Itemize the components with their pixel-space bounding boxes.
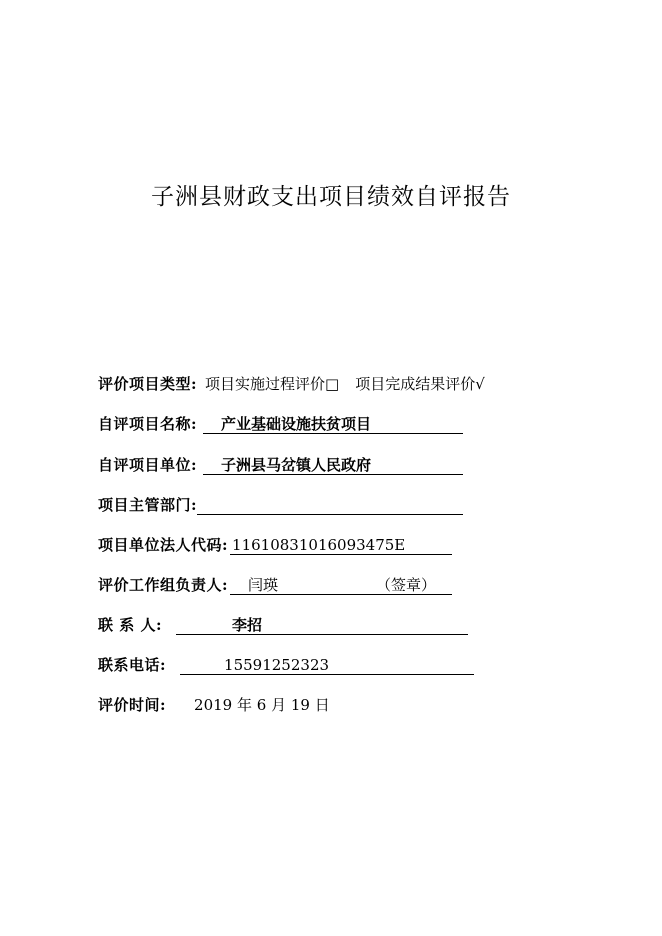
eval-time-row bbox=[98, 691, 330, 715]
eval-type-label: 评价项目类型: bbox=[98, 375, 198, 393]
project-name-value: 产业基础设施扶贫项目 bbox=[203, 414, 463, 434]
contact-label: 联 系 人: bbox=[98, 616, 162, 634]
eval-time-label: 评价时间: bbox=[98, 696, 167, 714]
supervisor-value bbox=[197, 495, 463, 515]
eval-type-row bbox=[98, 370, 485, 394]
team-leader-label: 评价工作组负责人: bbox=[98, 576, 229, 594]
project-unit-label: 自评项目单位: bbox=[98, 456, 198, 474]
supervisor-row bbox=[98, 491, 463, 515]
legal-code-label: 项目单位法人代码: bbox=[98, 536, 229, 554]
project-name-label: 自评项目名称: bbox=[98, 415, 198, 433]
contact-row bbox=[98, 611, 468, 635]
project-unit-value: 子洲县马岔镇人民政府 bbox=[203, 455, 463, 475]
project-name-row bbox=[98, 410, 463, 434]
eval-type-option-process: 项目实施过程评价□ bbox=[205, 375, 340, 393]
phone-row bbox=[98, 651, 474, 675]
team-leader-field bbox=[230, 575, 452, 595]
eval-time-value: 2019 年 6 月 19 日 bbox=[194, 696, 330, 714]
eval-type-option-result: 项目完成结果评价√ bbox=[355, 375, 485, 393]
team-leader-value: 闫瑛 bbox=[248, 576, 279, 594]
team-leader-row bbox=[98, 571, 452, 595]
report-title: 子洲县财政支出项目绩效自评报告 bbox=[151, 184, 511, 210]
phone-label: 联系电话: bbox=[98, 656, 167, 674]
project-unit-row bbox=[98, 451, 463, 475]
signature-note: （签章） bbox=[376, 576, 437, 594]
contact-value: 李招 bbox=[176, 615, 468, 635]
legal-code-value: 11610831016093475E bbox=[230, 535, 452, 555]
phone-value: 15591252323 bbox=[180, 655, 474, 675]
supervisor-label: 项目主管部门: bbox=[98, 496, 198, 514]
legal-code-row bbox=[98, 531, 452, 555]
